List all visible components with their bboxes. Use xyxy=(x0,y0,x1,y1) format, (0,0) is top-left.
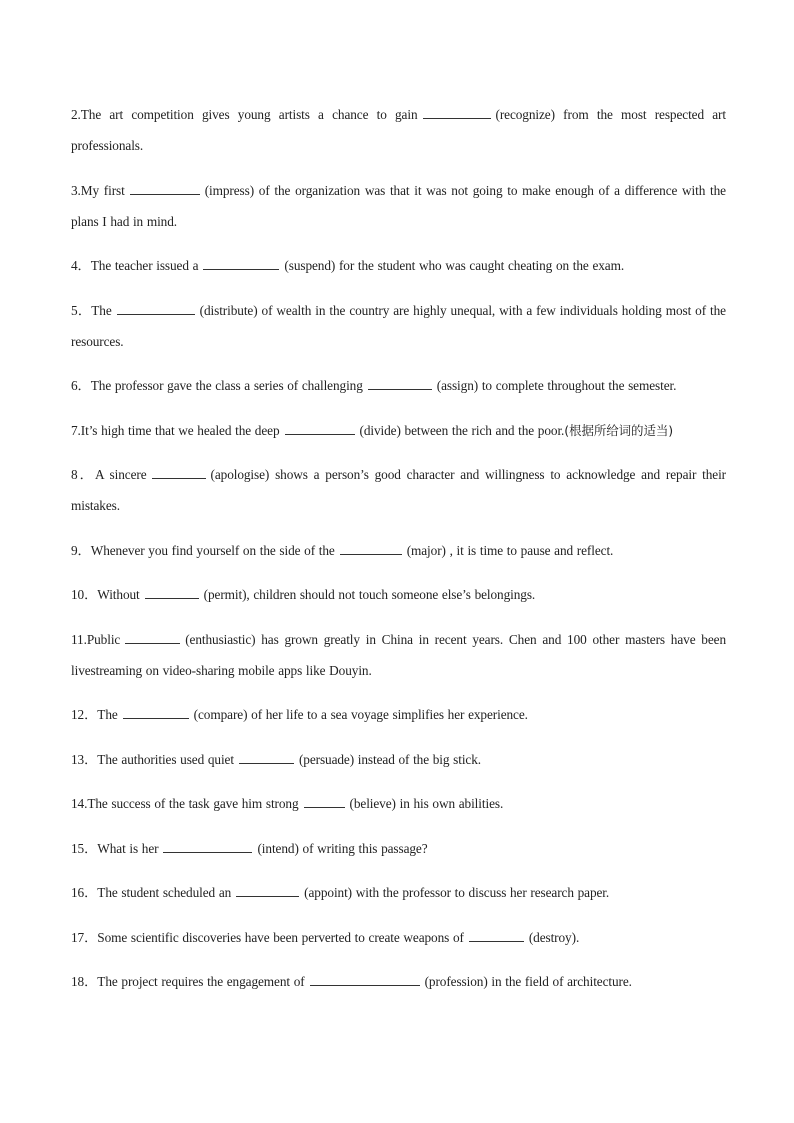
question-3: 3.My first (impress) of the organization was that it was not going to make enough of a difference with the plans I had in mind. xyxy=(71,182,726,229)
answer-blank[interactable] xyxy=(203,257,279,270)
answer-blank[interactable] xyxy=(368,377,432,390)
answer-blank[interactable] xyxy=(117,302,195,315)
question-7: 7.It’s high time that we healed the deep (divide) between the rich and the poor.(根据所给词的适当) xyxy=(71,422,674,438)
question-4: 4．The teacher issued a (suspend) for the student who was caught cheating on the exam. xyxy=(71,258,625,273)
answer-blank[interactable] xyxy=(152,466,206,479)
answer-blank[interactable] xyxy=(310,973,420,986)
answer-blank[interactable] xyxy=(123,706,189,719)
answer-blank[interactable] xyxy=(239,751,294,764)
answer-blank[interactable] xyxy=(285,422,355,435)
question-12: 12．The (compare) of her life to a sea voyage simplifies her experience. xyxy=(71,707,528,722)
answer-blank[interactable] xyxy=(125,631,180,644)
question-6: 6．The professor gave the class a series of challenging (assign) to complete throughout the semester. xyxy=(71,378,677,393)
question-2: 2.The art competition gives young artists a chance to gain (recognize) from the most respected art professionals. xyxy=(71,107,726,153)
question-15: 15．What is her (intend) of writing this passage? xyxy=(71,840,428,856)
question-17: 17．Some scientific discoveries have been perverted to create weapons of (destroy). xyxy=(71,929,580,945)
question-9: 9．Whenever you find yourself on the side of the (major) , it is time to pause and reflect. xyxy=(71,542,614,558)
answer-blank[interactable] xyxy=(236,884,299,897)
question-14: 14.The success of the task gave him strong (believe) in his own abilities. xyxy=(71,796,504,811)
instruction-note: (根据所给词的适当) xyxy=(564,422,674,438)
question-18: 18．The project requires the engagement of (profession) in the field of architecture. xyxy=(71,974,632,989)
question-10: 10．Without (permit), children should not touch someone else’s belongings. xyxy=(71,587,536,602)
question-5: 5．The (distribute) of wealth in the country are highly unequal, with a few individuals holding most of the resources. xyxy=(71,302,726,349)
question-11: 11.Public (enthusiastic) has grown greatly in China in recent years. Chen and 100 other masters have been livestreaming on video-sharing mobile apps like Douyin. xyxy=(71,631,726,678)
answer-blank[interactable] xyxy=(130,182,200,195)
exercise-list xyxy=(71,99,726,1011)
answer-blank[interactable] xyxy=(423,106,491,119)
answer-blank[interactable] xyxy=(340,542,402,555)
answer-blank[interactable] xyxy=(163,840,252,853)
answer-blank[interactable] xyxy=(304,795,345,808)
question-16: 16．The student scheduled an (appoint) with the professor to discuss her research paper. xyxy=(71,885,610,900)
question-8: 8．A sincere (apologise) shows a person’s good character and willingness to acknowledge and repair their mistakes. xyxy=(71,467,726,513)
answer-blank[interactable] xyxy=(469,929,524,942)
answer-blank[interactable] xyxy=(145,586,199,599)
question-13: 13．The authorities used quiet (persuade) instead of the big stick. xyxy=(71,751,481,767)
